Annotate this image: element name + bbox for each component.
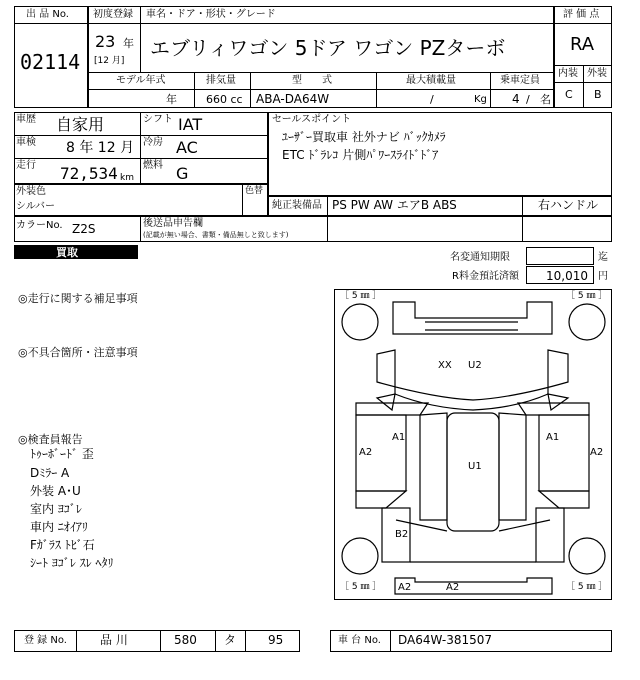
capacity-value: 4	[512, 92, 520, 106]
lot-number: 02114	[20, 50, 81, 74]
plate-area: 品 川	[100, 633, 128, 647]
equipment-label: 純正装備品	[272, 200, 322, 211]
inspector-line: Dﾐﾗｰ A	[30, 466, 70, 480]
supplement-label: ◎走行に関する補足事項	[18, 292, 138, 305]
aftermarket-label: 後送品申告欄	[143, 218, 203, 229]
registration-year: 23	[95, 32, 116, 51]
rear-bumper-outline	[395, 578, 552, 594]
chassis-number: DA64W-381507	[398, 633, 493, 647]
tire-rear-right	[569, 538, 605, 574]
damage-mark-a2-right: A2	[590, 447, 604, 458]
model-year-unit: 年	[166, 93, 177, 106]
recycle-value: 10,010	[546, 269, 588, 283]
inspector-line: 室内 ﾖｺﾞﾚ	[30, 502, 82, 516]
damage-mark-a2-side: A2	[359, 447, 373, 458]
tire-tread-front-right: ［ 5 ㎜ ］	[566, 291, 608, 301]
inspector-line: 外装 A･U	[30, 484, 81, 498]
damage-mark-a2-bottom-mid: A2	[446, 582, 460, 593]
recycle-suffix: 円	[598, 271, 608, 282]
plate-class: 580	[174, 633, 197, 647]
recycle-label: R料金預託済額	[452, 271, 519, 282]
damage-mark-a1-right: A1	[546, 432, 560, 443]
exterior-color-label: 外装色	[16, 186, 46, 197]
capacity-separator: /	[526, 93, 530, 106]
mileage-value: 72,534	[60, 164, 118, 183]
score-value: RA	[570, 34, 595, 55]
registration-month: [12 月]	[94, 56, 125, 66]
ac-label: 冷房	[143, 137, 163, 148]
mileage-label: 走行	[16, 160, 36, 171]
tire-tread-rear-left: ［ 5 ㎜ ］	[340, 582, 382, 592]
type-value: ABA-DA64W	[256, 92, 330, 106]
plate-kana: タ	[224, 633, 237, 647]
hood-outline	[377, 350, 568, 410]
interior-label: 内装	[558, 68, 578, 79]
inspector-line: 車内 ﾆｵｲｱﾘ	[30, 520, 88, 534]
sales-point-label: セールスポイント	[272, 114, 352, 125]
damage-mark-b2: B2	[395, 529, 409, 540]
exterior-label: 外装	[587, 68, 607, 79]
damage-mark-u2: U2	[468, 360, 482, 371]
inspector-line: Fｶﾞﾗｽ ﾄﾋﾞ石	[30, 538, 95, 552]
tire-front-right	[569, 304, 605, 340]
name-change-suffix: 迄	[598, 252, 608, 263]
front-bumper-outline	[393, 302, 552, 334]
fuel-label: 燃料	[143, 160, 163, 171]
max-load-unit: Kg	[474, 94, 487, 105]
damage-mark-a1-left: A1	[392, 432, 406, 443]
damage-mark-u1: U1	[468, 461, 482, 472]
lot-number-label: 出 品 No.	[26, 9, 69, 20]
side-outline	[356, 403, 589, 508]
roof-outline	[382, 413, 564, 562]
inspection-label: 車検	[16, 137, 36, 148]
purchase-label: 買取	[56, 246, 78, 259]
mileage-unit: km	[120, 173, 134, 183]
max-load-value: /	[430, 93, 434, 106]
car-name-label: 車名・ドア・形状・グレード	[146, 9, 276, 20]
damage-mark-xx: XX	[438, 360, 452, 371]
sales-point-line1: ﾕｰｻﾞｰ買取車 社外ナビ ﾊﾞｯｸｶﾒﾗ	[282, 130, 446, 144]
displacement-label: 排気量	[206, 75, 236, 86]
inspector-line: ﾄｩｰﾎﾞｰﾄﾞ 歪	[30, 447, 94, 461]
capacity-label: 乗車定員	[500, 75, 540, 86]
model-year-label: モデル年式	[116, 75, 166, 86]
tire-tread-front-left: ［ 5 ㎜ ］	[340, 291, 382, 301]
capacity-suffix: 名	[540, 93, 551, 106]
shift-label: シフト	[143, 114, 173, 125]
tire-tread-rear-right: ［ 5 ㎜ ］	[566, 582, 608, 592]
defects-label: ◎不具合箇所・注意事項	[18, 346, 138, 359]
inspection-value: 8 年 12 月	[66, 140, 135, 156]
tire-rear-left	[342, 538, 378, 574]
name-change-label: 名変通知期限	[450, 252, 510, 263]
ac-value: AC	[176, 138, 198, 157]
interior-score: C	[565, 88, 573, 101]
shift-value: IAT	[178, 115, 203, 134]
displacement-value: 660 cc	[206, 93, 243, 106]
sales-point-line2: ETC ﾄﾞﾗﾚｺ 片側ﾊﾟﾜｰｽﾗｲﾄﾞﾄﾞｱ	[282, 148, 439, 162]
color-no-label: カラーNo.	[16, 220, 63, 231]
history-value: 自家用	[56, 115, 105, 134]
repaint-label: 色替	[245, 186, 264, 196]
color-no-value: Z2S	[72, 222, 96, 236]
chassis-label: 車 台 No.	[338, 635, 381, 646]
equipment-value: PS PW AW エアB ABS	[332, 198, 457, 212]
inspector-line: ｼｰﾄ ﾖｺﾞﾚ ｽﾚ ﾍﾀﾘ	[30, 556, 114, 570]
tire-front-left	[342, 304, 378, 340]
history-label: 車歴	[16, 114, 36, 125]
score-label: 評 価 点	[563, 9, 600, 20]
exterior-color-value: シルバー	[16, 201, 56, 212]
max-load-label: 最大積載量	[406, 75, 456, 86]
registration-year-unit: 年	[123, 37, 134, 50]
car-name: エブリィワゴン 5ドア ワゴン PZターボ	[150, 36, 506, 60]
registration-label: 登 録 No.	[24, 635, 67, 646]
type-label: 型 式	[292, 75, 332, 86]
plate-number: 95	[268, 633, 284, 647]
steering-side: 右ハンドル	[538, 198, 599, 212]
aftermarket-note: (記載が無い場合、書類・備品無しと致します)	[143, 231, 289, 239]
inspector-label: ◎検査員報告	[18, 433, 83, 446]
exterior-score: B	[594, 88, 602, 101]
first-registration-label: 初度登録	[93, 9, 133, 20]
damage-mark-a2-bottom-left: A2	[398, 582, 412, 593]
fuel-value: G	[176, 164, 189, 183]
